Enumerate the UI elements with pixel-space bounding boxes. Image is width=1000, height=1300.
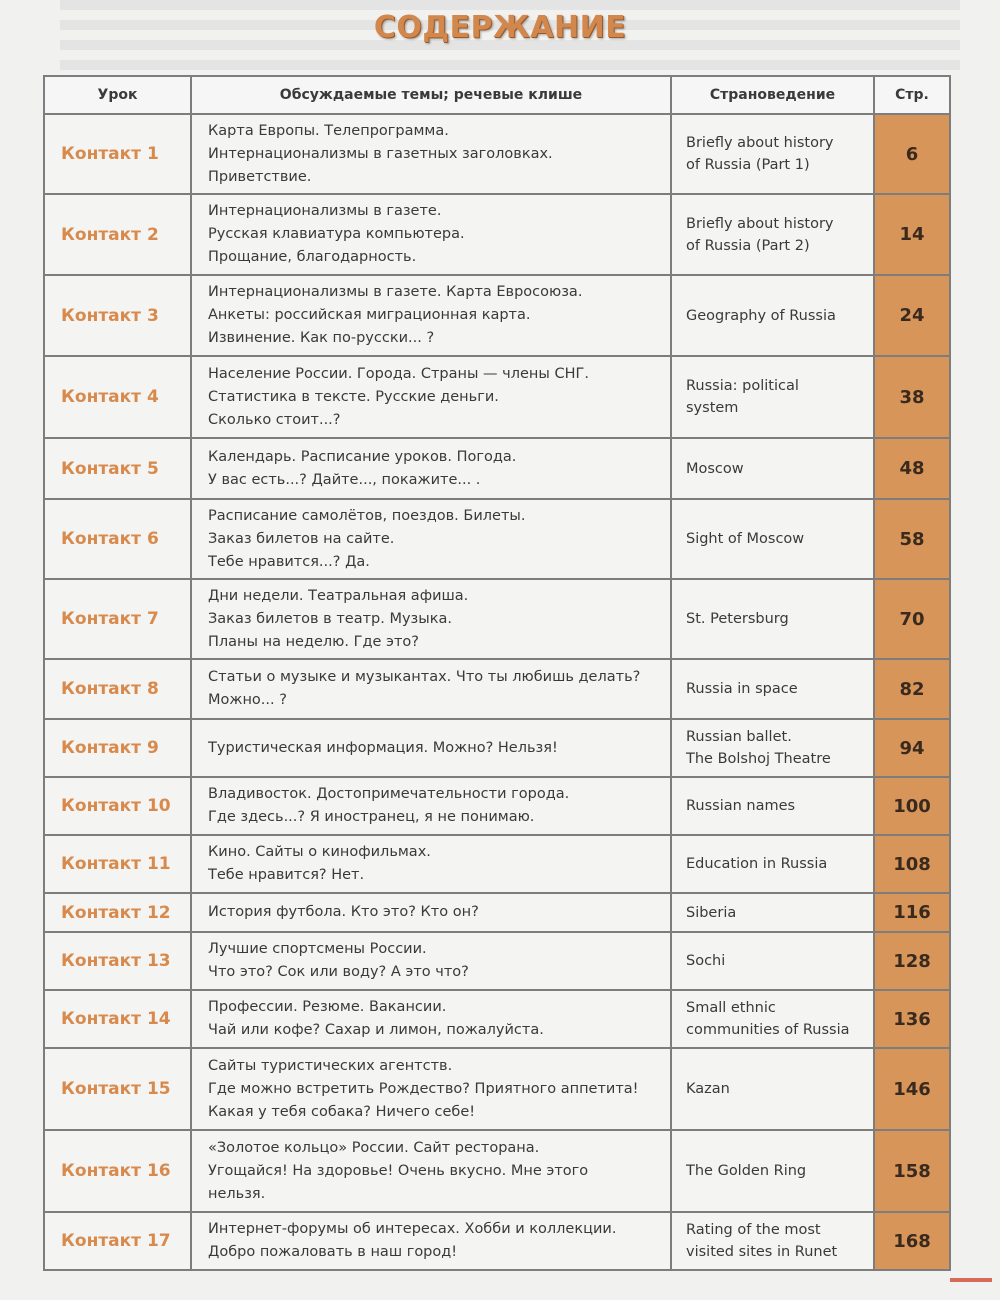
country-line: Russian ballet. (686, 729, 792, 745)
page-number-cell: 6 (874, 114, 950, 194)
country-studies-cell (671, 275, 874, 356)
topic-line: Карта Европы. Телепрограмма. (208, 122, 449, 139)
country-line: The Golden Ring (686, 1163, 807, 1179)
country-studies-cell (671, 579, 874, 659)
country-studies-cell (671, 835, 874, 893)
topics-cell (191, 1048, 671, 1130)
topic-line: Приветствие. (208, 168, 312, 185)
page-number-cell: 58 (874, 499, 950, 579)
country-line: Russia in space (686, 681, 798, 697)
lesson-cell: Контакт 13 (44, 932, 191, 990)
page-number-cell: 70 (874, 579, 950, 659)
page-number-cell: 146 (874, 1048, 950, 1130)
topic-line: Можно... ? (208, 692, 287, 708)
country-studies-cell (671, 990, 874, 1048)
topic-line: Тебе нравится...? Да. (208, 553, 370, 570)
table-row (44, 114, 950, 194)
topic-line: Интернационализмы в газетных заголовках. (208, 145, 553, 162)
lesson-cell: Контакт 12 (44, 893, 191, 932)
country-line: communities of Russia (686, 1022, 850, 1038)
page-number-cell: 108 (874, 835, 950, 893)
page-number-cell: 136 (874, 990, 950, 1048)
topic-line: Какая у тебя собака? Ничего себе! (208, 1103, 476, 1120)
topics-cell (191, 438, 671, 499)
page-number-cell: 24 (874, 275, 950, 356)
topic-line: Интернационализмы в газете. Карта Евросоюза. (208, 284, 583, 300)
topic-line: Добро пожаловать в наш город! (208, 1244, 458, 1260)
topic-line: Угощайся! На здоровье! Очень вкусно. Мне этого (208, 1162, 589, 1179)
topic-line: Чай или кофе? Сахар и лимон, пожалуйста. (208, 1022, 544, 1038)
country-line: of Russia (Part 1) (686, 157, 810, 173)
lesson-cell: Контакт 8 (44, 659, 191, 719)
table-row (44, 194, 950, 275)
topics-cell (191, 932, 671, 990)
topics-cell (191, 1212, 671, 1270)
table-row (44, 499, 950, 579)
topic-line: Заказ билетов на сайте. (208, 530, 395, 547)
page-number-cell: 14 (874, 194, 950, 275)
table-row (44, 835, 950, 893)
topic-line: Сайты туристических агентств. (208, 1057, 453, 1074)
page-number-cell: 116 (874, 893, 950, 932)
topic-line: Извинение. Как по-русски... ? (208, 330, 435, 346)
table-row (44, 893, 950, 932)
lesson-cell: Контакт 10 (44, 777, 191, 835)
lesson-cell: Контакт 1 (44, 114, 191, 194)
table-row (44, 777, 950, 835)
topic-line: Население России. Города. Страны — члены СНГ. (208, 365, 589, 382)
country-line: Briefly about history (686, 215, 834, 232)
topic-line: «Золотое кольцо» России. Сайт ресторана. (208, 1139, 540, 1156)
table-row (44, 275, 950, 356)
topic-line: Статистика в тексте. Русские деньги. (208, 388, 499, 405)
page-number-cell: 128 (874, 932, 950, 990)
country-studies-cell (671, 1212, 874, 1270)
lesson-cell: Контакт 6 (44, 499, 191, 579)
topics-cell (191, 114, 671, 194)
page-title: СОДЕРЖАНИЕ (373, 10, 627, 45)
lesson-cell: Контакт 11 (44, 835, 191, 893)
country-line: Kazan (686, 1081, 730, 1097)
country-studies-cell (671, 194, 874, 275)
lesson-cell: Контакт 4 (44, 356, 191, 438)
page-edge-mark (950, 1278, 992, 1282)
lesson-cell: Контакт 16 (44, 1130, 191, 1212)
topics-cell (191, 777, 671, 835)
page-number-cell: 158 (874, 1130, 950, 1212)
lesson-cell: Контакт 17 (44, 1212, 191, 1270)
topic-line: Календарь. Расписание уроков. Погода. (208, 448, 517, 465)
topic-line: Кино. Сайты о кинофильмах. (208, 844, 431, 860)
country-line: visited sites in Runet (686, 1244, 838, 1260)
country-line: Sochi (686, 953, 726, 969)
lesson-cell: Контакт 5 (44, 438, 191, 499)
country-studies-cell (671, 114, 874, 194)
country-line: Briefly about history (686, 135, 834, 151)
topics-cell (191, 194, 671, 275)
page-number-cell: 48 (874, 438, 950, 499)
topic-line: Русская клавиатура компьютера. (208, 226, 465, 242)
topics-cell (191, 893, 671, 932)
lesson-cell: Контакт 14 (44, 990, 191, 1048)
country-line: The Bolshoj Theatre (686, 751, 831, 767)
table-row (44, 1212, 950, 1270)
header-page: Стр. (874, 76, 950, 114)
country-line: Russian names (686, 798, 796, 814)
table-row (44, 356, 950, 438)
country-line: Moscow (686, 460, 744, 477)
topic-line: История футбола. Кто это? Кто он? (208, 904, 479, 920)
page-number-cell: 38 (874, 356, 950, 438)
topics-cell (191, 1130, 671, 1212)
country-line: Russia: political (686, 378, 799, 394)
contents-table (43, 75, 951, 1271)
table-row (44, 438, 950, 499)
topic-line: Дни недели. Театральная афиша. (208, 587, 469, 604)
topic-line: Туристическая информация. Можно? Нельзя! (208, 739, 558, 756)
topics-cell (191, 499, 671, 579)
table-row (44, 1130, 950, 1212)
country-line: Sight of Moscow (686, 531, 805, 547)
topic-line: Планы на неделю. Где это? (208, 633, 419, 650)
lesson-cell: Контакт 3 (44, 275, 191, 356)
page-number-cell: 168 (874, 1212, 950, 1270)
country-studies-cell (671, 499, 874, 579)
lesson-cell: Контакт 2 (44, 194, 191, 275)
lesson-cell: Контакт 9 (44, 719, 191, 777)
topic-line: Прощание, благодарность. (208, 249, 417, 265)
lesson-cell: Контакт 7 (44, 579, 191, 659)
header-country: Страноведение (671, 76, 874, 114)
topic-line: Что это? Сок или воду? А это что? (208, 964, 469, 980)
table-row (44, 990, 950, 1048)
lesson-cell: Контакт 15 (44, 1048, 191, 1130)
country-line: Rating of the most (686, 1222, 821, 1238)
page-number-cell: 100 (874, 777, 950, 835)
topic-line: У вас есть...? Дайте..., покажите... . (208, 471, 481, 488)
table-row (44, 659, 950, 719)
country-studies-cell (671, 659, 874, 719)
country-studies-cell (671, 1048, 874, 1130)
country-studies-cell (671, 777, 874, 835)
country-studies-cell (671, 1130, 874, 1212)
page-number-cell: 94 (874, 719, 950, 777)
topics-cell (191, 275, 671, 356)
country-line: St. Petersburg (686, 611, 789, 627)
topics-cell (191, 719, 671, 777)
topic-line: Где здесь...? Я иностранец, я не понимаю. (208, 809, 535, 825)
topic-line: Тебе нравится? Нет. (208, 867, 365, 883)
topics-cell (191, 990, 671, 1048)
country-line: Siberia (686, 904, 737, 921)
table-row (44, 579, 950, 659)
country-line: system (686, 400, 739, 416)
country-line: of Russia (Part 2) (686, 237, 810, 254)
table-row (44, 932, 950, 990)
country-studies-cell (671, 932, 874, 990)
table-row (44, 719, 950, 777)
topic-line: Лучшие спортсмены России. (208, 941, 427, 957)
topic-line: Статьи о музыке и музыкантах. Что ты любишь делать? (208, 669, 641, 685)
country-studies-cell (671, 356, 874, 438)
topics-cell (191, 835, 671, 893)
topic-line: Интернет-форумы об интересах. Хобби и коллекции. (208, 1221, 617, 1237)
country-studies-cell (671, 719, 874, 777)
topic-line: Сколько стоит...? (208, 411, 341, 428)
topic-line: нельзя. (208, 1185, 266, 1202)
topic-line: Заказ билетов в театр. Музыка. (208, 610, 452, 627)
page-number-cell: 82 (874, 659, 950, 719)
topics-cell (191, 659, 671, 719)
header-topics: Обсуждаемые темы; речевые клише (191, 76, 671, 114)
topic-line: Расписание самолётов, поездов. Билеты. (208, 507, 526, 524)
topic-line: Где можно встретить Рождество? Приятного аппетита! (208, 1080, 639, 1097)
table-header-row (44, 76, 950, 114)
topic-line: Интернационализмы в газете. (208, 203, 442, 219)
country-studies-cell (671, 893, 874, 932)
topic-line: Анкеты: российская миграционная карта. (208, 307, 531, 323)
topic-line: Владивосток. Достопримечательности города. (208, 786, 570, 802)
country-line: Small ethnic (686, 1000, 776, 1016)
table-row (44, 1048, 950, 1130)
country-studies-cell (671, 438, 874, 499)
topics-cell (191, 579, 671, 659)
topics-cell (191, 356, 671, 438)
header-lesson: Урок (44, 76, 191, 114)
country-line: Geography of Russia (686, 307, 836, 324)
country-line: Education in Russia (686, 856, 828, 872)
topic-line: Профессии. Резюме. Вакансии. (208, 999, 447, 1015)
